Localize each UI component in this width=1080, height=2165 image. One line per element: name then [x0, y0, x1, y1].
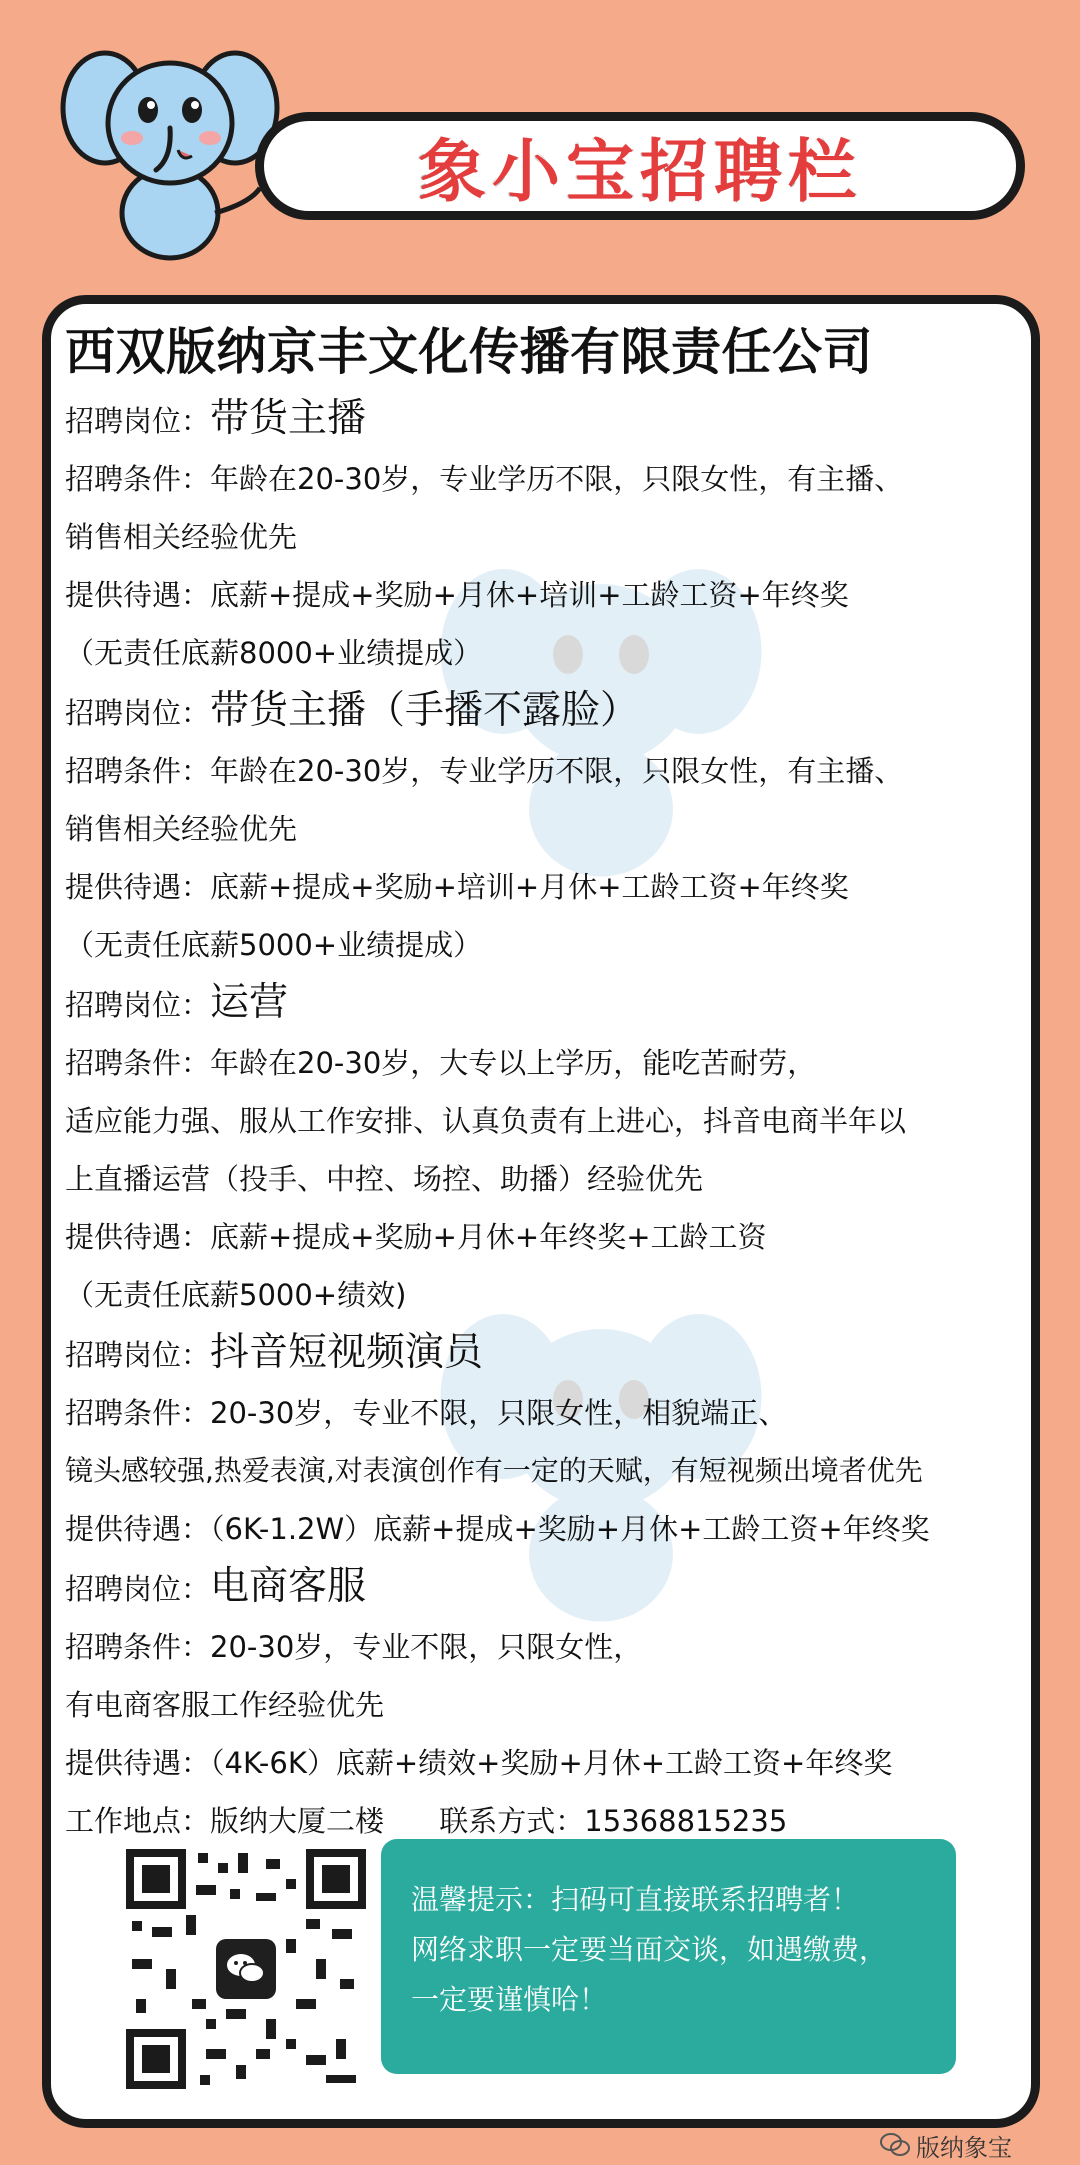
source-name: 版纳象宝: [916, 2133, 1012, 2162]
job-post: [65, 390, 1021, 450]
job-requirement: 招聘条件：年龄在20-30岁，专业学历不限，只限女性，有主播、: [65, 462, 904, 496]
tip-line: 温馨提示：扫码可直接联系招聘者！: [411, 1883, 860, 1916]
post-name: 运营: [210, 980, 289, 1025]
job-benefit: （无责任底薪8000+业绩提成）: [65, 636, 483, 670]
job-board-card: [42, 295, 1040, 2128]
job-requirement: 销售相关经验优先: [65, 520, 298, 554]
job-benefit: 提供待遇：（4K-6K）底薪+绩效+奖励+月休+工龄工资+年终奖: [65, 1746, 893, 1780]
source-watermark: [880, 2128, 1012, 2162]
post-name: 带货主播（手播不露脸）: [210, 688, 640, 733]
job-requirement: 招聘条件：年龄在20-30岁，专业学历不限，只限女性，有主播、: [65, 754, 904, 788]
wechat-icon: [216, 1939, 276, 1999]
post-name: 带货主播: [210, 396, 367, 441]
job-requirement: 镜头感较强,热爱表演,对表演创作有一定的天赋，有短视频出境者优先: [65, 1454, 923, 1487]
job-list: [65, 318, 1021, 1850]
tips-box: [381, 1839, 956, 2074]
job-requirement: 销售相关经验优先: [65, 812, 298, 846]
post-label: 招聘岗位：: [65, 404, 211, 438]
elephant-mascot-icon: [60, 38, 280, 268]
post-name: 电商客服: [210, 1564, 367, 1609]
job-post: [65, 682, 1021, 742]
job-requirement: 上直播运营（投手、中控、场控、助播）经验优先: [65, 1162, 704, 1196]
job-requirement: 适应能力强、服从工作安排、认真负责有上进心，抖音电商半年以: [65, 1104, 907, 1138]
job-benefit: 提供待遇：底薪+提成+奖励+月休+培训+工龄工资+年终奖: [65, 578, 849, 612]
tip-line: 一定要谨慎哈！: [411, 1983, 608, 2016]
post-label: 招聘岗位：: [65, 988, 211, 1022]
job-benefit: 提供待遇：（6K-1.2W）底薪+提成+奖励+月休+工龄工资+年终奖: [65, 1512, 930, 1546]
job-post: [65, 1324, 1021, 1384]
title-banner: [255, 112, 1025, 220]
post-label: 招聘岗位：: [65, 1338, 211, 1372]
wechat-icon: [880, 2133, 910, 2157]
post-label: 招聘岗位：: [65, 696, 211, 730]
contact-line: 工作地点：版纳大厦二楼 联系方式：15368815235: [65, 1804, 788, 1838]
job-requirement: 有电商客服工作经验优先: [65, 1688, 385, 1722]
job-benefit: 提供待遇：底薪+提成+奖励+月休+年终奖+工龄工资: [65, 1220, 767, 1254]
post-name: 抖音短视频演员: [210, 1330, 484, 1375]
company-name: 西双版纳京丰文化传播有限责任公司: [65, 323, 873, 381]
tip-line: 网络求职一定要当面交谈，如遇缴费，: [411, 1933, 888, 1966]
job-post: [65, 974, 1021, 1034]
post-label: 招聘岗位：: [65, 1572, 211, 1606]
qr-code-icon[interactable]: [126, 1849, 366, 2089]
job-benefit: 提供待遇：底薪+提成+奖励+培训+月休+工龄工资+年终奖: [65, 870, 849, 904]
job-benefit: （无责任底薪5000+绩效): [65, 1278, 407, 1312]
job-benefit: （无责任底薪5000+业绩提成）: [65, 928, 483, 962]
job-post: [65, 1558, 1021, 1618]
job-requirement: 招聘条件：20-30岁，专业不限，只限女性，相貌端正、: [65, 1396, 788, 1430]
job-requirement: 招聘条件：20-30岁，专业不限，只限女性，: [65, 1630, 643, 1664]
job-requirement: 招聘条件：年龄在20-30岁，大专以上学历，能吃苦耐劳，: [65, 1046, 817, 1080]
page-title: 象小宝招聘栏: [417, 132, 862, 212]
